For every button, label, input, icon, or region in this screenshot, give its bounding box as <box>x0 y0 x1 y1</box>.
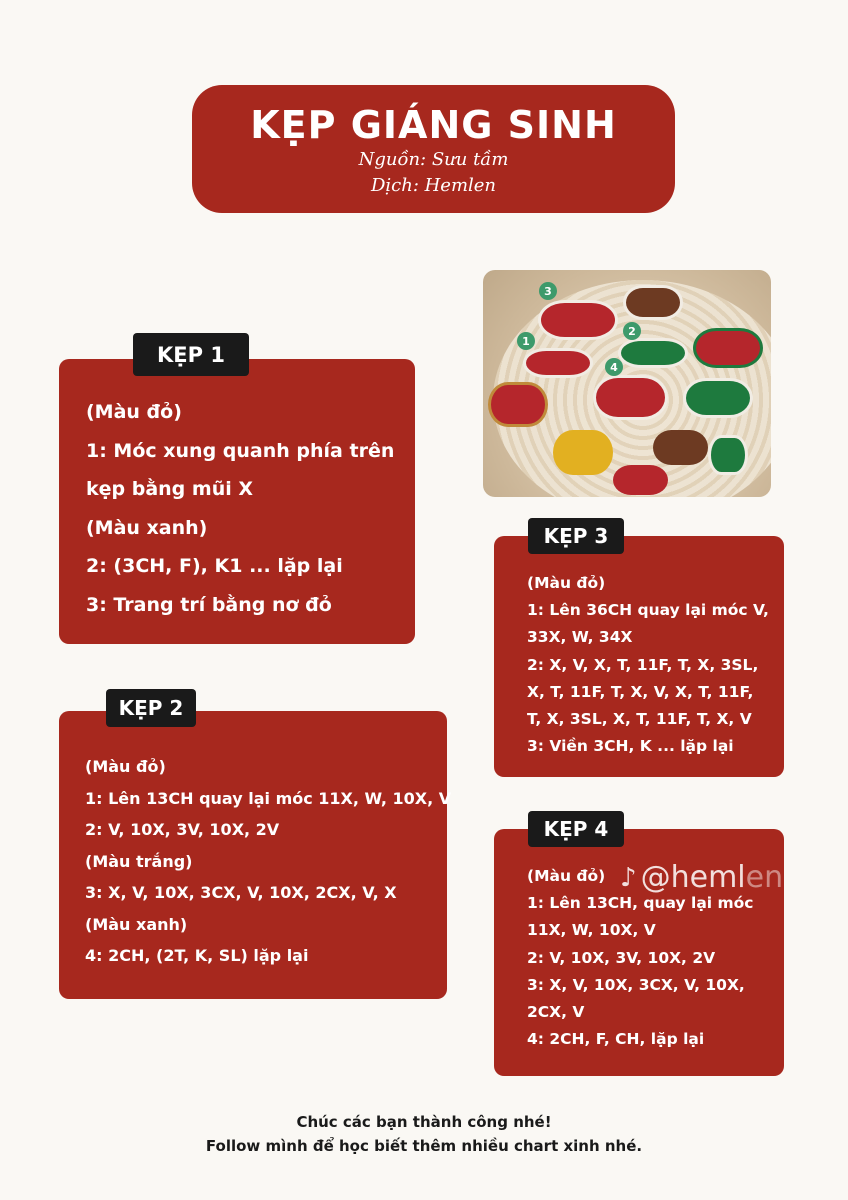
watermark-handle-faded: en <box>745 860 784 895</box>
photo-number-4: 4 <box>605 358 623 376</box>
instruction-line: T, X, 3SL, X, T, 11F, T, X, V <box>527 710 752 729</box>
page-title: KẸP GIÁNG SINH <box>250 103 617 147</box>
translator-credit: Dịch: Hemlen <box>370 175 497 196</box>
hair-clips-photo <box>483 270 771 497</box>
photo-number-1: 1 <box>517 332 535 350</box>
clip-red-candy <box>523 348 593 378</box>
clip-1-instructions <box>86 393 394 624</box>
instruction-line: 4: 2CH, F, CH, lặp lại <box>527 1030 705 1049</box>
instruction-line: 3: X, V, 10X, 3CX, V, 10X, 2CX, V, X <box>85 883 397 902</box>
instruction-line: 2CX, V <box>527 1003 585 1022</box>
instruction-line: (Màu đỏ) <box>86 401 182 423</box>
clip-cookie <box>593 375 668 420</box>
clip-reindeer <box>623 285 683 320</box>
clip-2-label: KẸP 2 <box>106 689 196 727</box>
clip-gingerbread <box>653 430 708 465</box>
instruction-line: 3: Trang trí bằng nơ đỏ <box>86 593 332 616</box>
clip-3-card <box>494 536 784 777</box>
instruction-line: (Màu đỏ) <box>527 574 606 592</box>
instruction-line: 1: Móc xung quanh phía trên <box>86 439 395 462</box>
clip-holly <box>708 435 748 475</box>
clip-green-stripe <box>618 338 688 368</box>
instruction-line: 1: Lên 36CH quay lại móc V, <box>527 601 769 620</box>
footer <box>0 1110 848 1158</box>
clip-bow-gold <box>488 382 548 427</box>
photo-number-3: 3 <box>539 282 557 300</box>
instruction-line: 1: Lên 13CH, quay lại móc <box>527 894 754 913</box>
source-credit: Nguồn: Sưu tầm <box>358 149 509 170</box>
footer-line-1: Chúc các bạn thành công nhé! <box>296 1113 552 1131</box>
clip-bell <box>553 430 613 475</box>
clip-small-bow <box>613 465 668 495</box>
clip-3-instructions <box>527 570 769 760</box>
instruction-line: 2: (3CH, F), K1 ... lặp lại <box>86 555 343 577</box>
tiktok-watermark <box>620 860 783 895</box>
clip-2-card <box>59 711 452 999</box>
clip-3-label: KẸP 3 <box>528 518 624 554</box>
instruction-line: 33X, W, 34X <box>527 628 633 647</box>
instruction-line: (Màu xanh) <box>85 914 188 934</box>
watermark-handle: @heml <box>640 860 746 895</box>
instruction-line: (Màu trắng) <box>85 851 193 871</box>
instruction-line: 1: Lên 13CH quay lại móc 11X, W, 10X, V <box>85 788 452 808</box>
instruction-line: X, T, 11F, T, X, V, X, T, 11F, <box>527 682 754 701</box>
instruction-line: (Màu đỏ) <box>85 757 166 776</box>
title-banner <box>192 85 675 213</box>
instruction-line: 2: V, 10X, 3V, 10X, 2V <box>85 820 280 839</box>
clip-4-label: KẸP 4 <box>528 811 624 847</box>
clip-1-card <box>59 359 415 644</box>
photo-number-2: 2 <box>623 322 641 340</box>
instruction-line: 3: Viền 3CH, K ... lặp lại <box>527 737 734 756</box>
clip-1-label: KẸP 1 <box>133 333 249 376</box>
instruction-line: (Màu xanh) <box>86 516 208 539</box>
instruction-line: (Màu đỏ) <box>527 867 606 885</box>
instruction-line: 3: X, V, 10X, 3CX, V, 10X, <box>527 975 745 994</box>
clip-red-leaf <box>693 328 763 368</box>
clip-bow-red <box>538 300 618 340</box>
clip-2-instructions <box>85 751 451 972</box>
instruction-line: 4: 2CH, (2T, K, SL) lặp lại <box>85 946 309 965</box>
tiktok-icon: ♪ <box>620 862 637 893</box>
instruction-line: kẹp bằng mũi X <box>86 478 254 500</box>
footer-line-2: Follow mình để học biết thêm nhiều chart xinh nhé. <box>205 1137 643 1155</box>
instruction-line: 2: V, 10X, 3V, 10X, 2V <box>527 948 716 967</box>
instruction-line: 2: X, V, X, T, 11F, T, X, 3SL, <box>527 655 759 674</box>
instruction-line: 11X, W, 10X, V <box>527 921 656 940</box>
clip-tree <box>683 378 753 418</box>
